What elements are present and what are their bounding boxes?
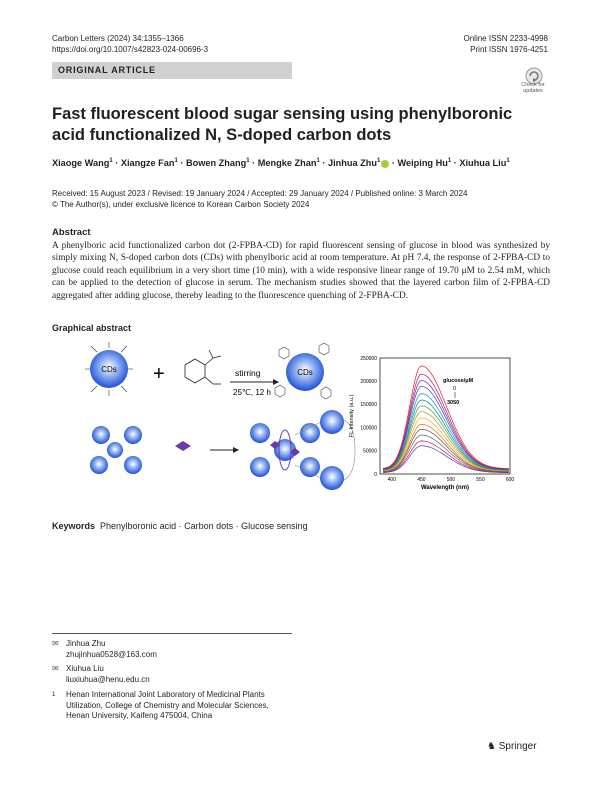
affiliation-number: 1 (52, 692, 56, 698)
fluorescence-spectrum-chart (349, 356, 514, 491)
abstract-text: A phenylboric acid functionalized carbon dot (2-FPBA-CD) for rapid fluorescent sensing of glucose in blood was synthesized by simply mixing N, S-doped carbon dots (CDs) with phenylboric acid at room temperature. At pH 7.4, the response of 2-FPBA-CD to glucose could reach equilibrium in a very short time (10 min), with a wide responsive linear range of 19.70 μM to 2.54 mM, which can be applied to the detection of glucose in serum. The mechanism studies showed that the layered carbon film of 2-FPBA-CD aggregated after adding glucose, thereby leading to the fluorescence quenching of 2-FPBA-CD. (52, 241, 550, 301)
online-issn: Online ISSN 2233-4998 (463, 34, 548, 43)
envelope-icon: ✉ (52, 664, 59, 673)
zoom-inset (295, 410, 355, 490)
phenylboronic-acid-structure (185, 350, 221, 384)
plus-sign: + (153, 363, 165, 385)
publisher-logo (487, 741, 537, 752)
journal-citation: Carbon Letters (2024) 34:1355–1366 (52, 34, 184, 43)
correspondence-2 (52, 663, 150, 685)
y-tick-label: 0 (374, 471, 377, 478)
author-affiliation: 1 (246, 158, 250, 164)
affiliation-line: Henan University, Kaifeng 475004, China (66, 711, 213, 720)
orcid-icon[interactable] (381, 160, 389, 168)
legend-title: glucose/μM (443, 378, 474, 384)
x-tick-label: 450 (417, 477, 426, 483)
history-block (52, 188, 552, 210)
carbon-dot-cluster (90, 426, 142, 474)
spectrum-curve (383, 386, 509, 469)
author[interactable]: Bowen Zhang (185, 158, 247, 169)
legend-start: 0 (453, 386, 457, 392)
y-tick-label: 200000 (360, 379, 377, 385)
y-tick-label: 150000 (360, 402, 377, 409)
publication-dates: Received: 15 August 2023 / Revised: 19 January 2024 / Accepted: 29 January 2024 / Published online: 3 March 2024 (52, 189, 468, 198)
author-affiliation: 1 (109, 158, 113, 164)
author[interactable]: Xiuhua Liu (459, 158, 507, 169)
affiliation (52, 690, 269, 722)
article-title: Fast fluorescent blood sugar sensing using phenylboronic acid functionalized N, S-doped carbon dots (52, 105, 513, 144)
spectrum-curve (383, 412, 509, 471)
correspondence-1 (52, 638, 157, 660)
y-axis-label: FL Intensity (a.u.) (349, 394, 355, 438)
author-affiliation: 1 (506, 158, 510, 164)
check-for-updates-label[interactable]: Check for updates (521, 82, 545, 94)
legend-end: 3050 (447, 400, 460, 406)
x-tick-label: 600 (505, 477, 515, 483)
author[interactable]: Xiaoge Wang (52, 158, 110, 169)
y-tick-label: 50000 (363, 448, 377, 455)
journal-header (52, 33, 208, 55)
author[interactable]: Xiangze Fan (120, 158, 175, 169)
carbon-dot-functionalized (275, 343, 331, 399)
corresponding-author-name: Xiuhua Liu (66, 664, 104, 673)
x-tick-label: 400 (387, 477, 396, 483)
author-list: Xiaoge Wang$^1$ · Xiangze Fan$^1$ · Bowen Zhang$^1$ · Mengke Zhan$^1$ · Jinhua Zhu$^1$ · Weiping $Hu^1$ · Xiuhua Liu$^1$ (52, 158, 510, 169)
graphical-abstract-heading: Graphical abstract (52, 323, 132, 333)
copyright: © The Author(s), under exclusive licence to Korean Carbon Society 2024 (52, 200, 310, 209)
aggregation-arrowhead (233, 447, 239, 453)
author-affiliation: 1 (316, 158, 320, 164)
conditions-label: 25℃, 12 h (233, 388, 271, 397)
springer-horse-icon: ♞ (487, 741, 496, 752)
aggregated-carbon-dots (250, 423, 320, 477)
affiliation-line: Henan International Joint Laboratory of Medicinal Plants (66, 690, 265, 699)
cds-label: CDs (297, 368, 313, 377)
corresponding-author-email[interactable]: zhujinhua0528@163.com (66, 650, 157, 659)
graphical-abstract-figure (85, 340, 525, 500)
affiliation-line: Utilization, College of Chemistry and Molecular Sciences, (66, 700, 269, 710)
x-axis-label: Wavelength (nm) (420, 485, 470, 491)
corresponding-author-email[interactable]: liuxiuhua@henu.edu.cn (66, 675, 150, 684)
x-tick-label: 500 (446, 477, 456, 483)
keywords (52, 521, 308, 531)
keywords-list: Phenylboronic acid · Carbon dots · Glucose sensing (100, 521, 308, 531)
corresponding-author-name: Jinhua Zhu (66, 639, 106, 648)
reaction-arrow (230, 368, 279, 397)
publisher-name: Springer (498, 741, 537, 752)
author[interactable]: Jinhua Zhu (327, 158, 377, 169)
author[interactable]: Weiping Hu (397, 158, 448, 169)
x-tick-label: 550 (476, 477, 485, 483)
doi-link[interactable]: https://doi.org/10.1007/s42823-024-00696-3 (52, 45, 209, 54)
abstract-heading: Abstract (52, 227, 91, 238)
y-tick-label: 100000 (360, 425, 377, 432)
issn-block (464, 33, 549, 55)
envelope-icon: ✉ (52, 639, 59, 648)
carbon-dot-left (85, 342, 133, 396)
cds-label: CDs (101, 365, 117, 374)
author-affiliation: 1 (174, 158, 178, 164)
stirring-label: stirring (235, 368, 261, 378)
author-affiliation: 1 (376, 158, 381, 164)
footnote-rule (52, 633, 292, 634)
glucose-marker (175, 441, 191, 451)
author[interactable]: Mengke Zhan (257, 158, 317, 169)
author-affiliation: 1 (447, 158, 452, 164)
print-issn: Print ISSN 1976-4251 (470, 45, 548, 54)
y-tick-label: 250000 (360, 355, 377, 362)
article-type-banner: ORIGINAL ARTICLE (52, 62, 292, 79)
keywords-label: Keywords (52, 521, 96, 531)
